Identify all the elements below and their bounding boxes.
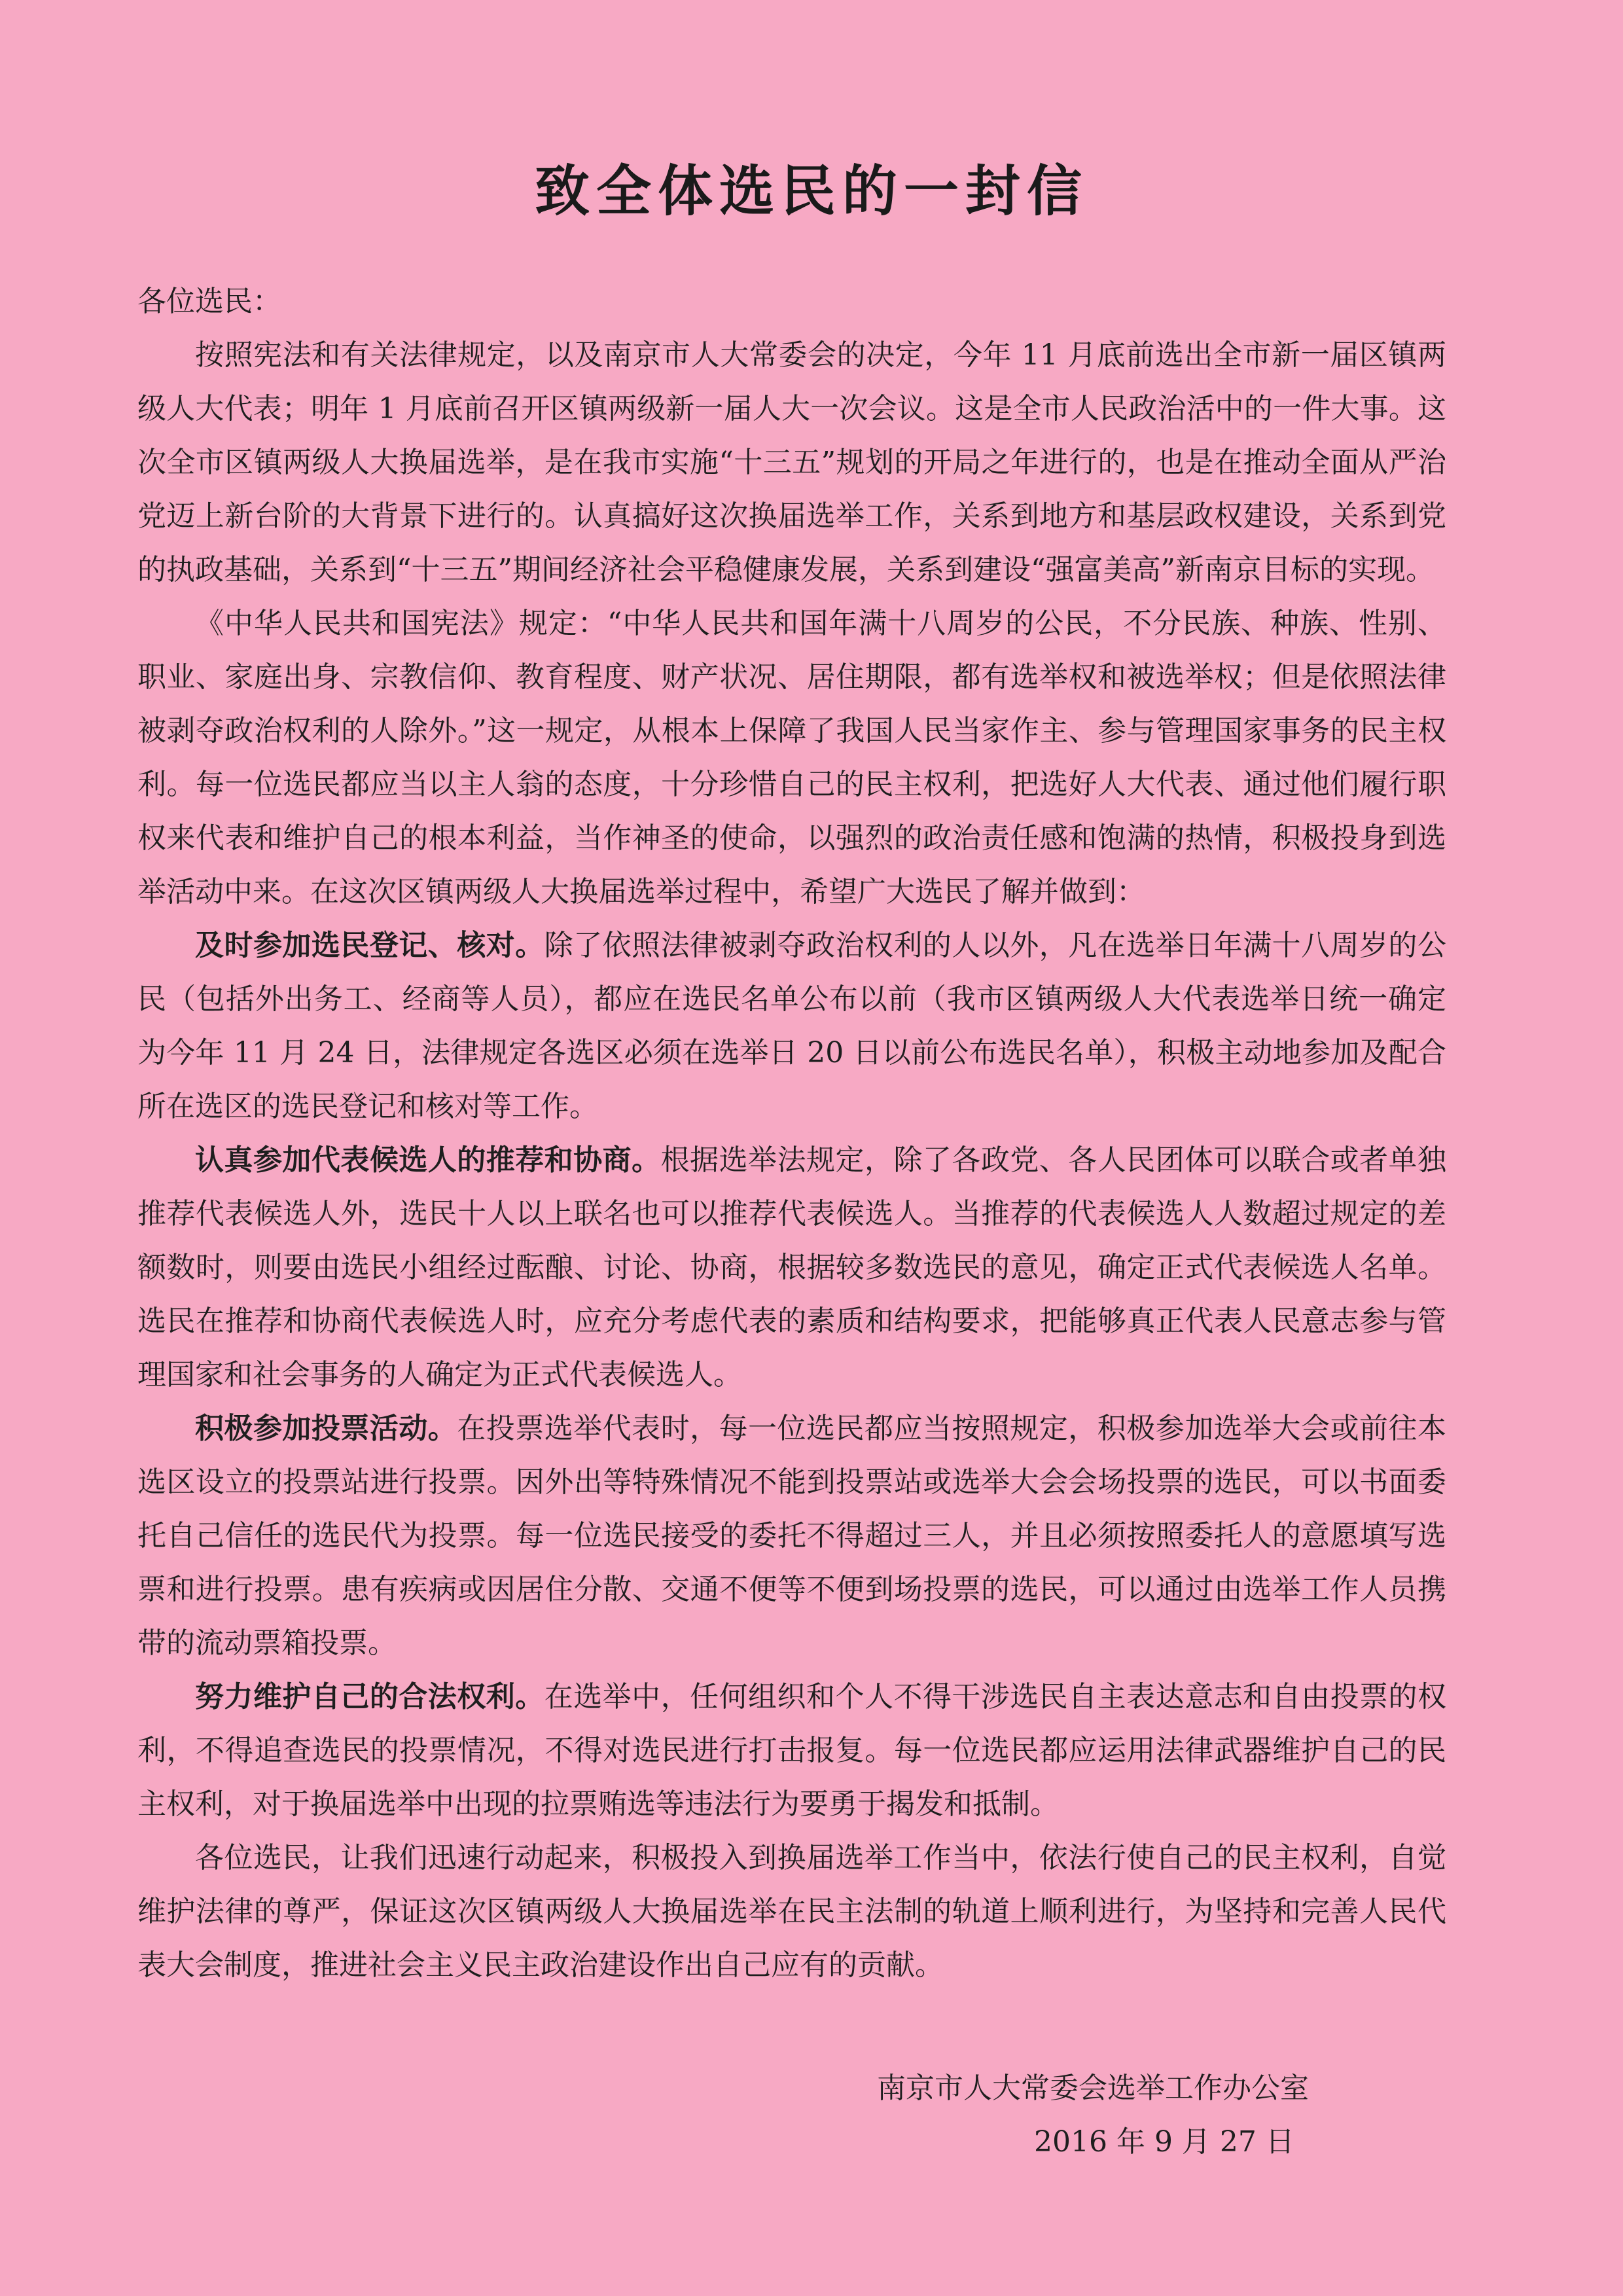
paragraph-text: 在投票选举代表时，每一位选民都应当按照规定，积极参加选举大会或前往本选区设立的投票站进行投票。因外出等特殊情况不能到投票站或选举大会会场投票的选民，可以书面委托自己信任的选民代为投票。每一位选民接受的委托不得超过三人，并且必须按照委托人的意愿填写选票和进行投票。患有疾病或因居住分散、交通不便等不便到场投票的选民，可以通过由选举工作人员携带的流动票箱投票。 bbox=[137, 1412, 1447, 1660]
paragraph-text: 在选举中，任何组织和个人不得干涉选民自主表达意志和自由投票的权利，不得追查选民的投票情况，不得对选民进行打击报复。每一位选民都应运用法律武器维护自己的民主权利，对于换届选举中出现的拉票贿选等违法行为要勇于揭发和抵制。 bbox=[137, 1680, 1447, 1821]
paragraph-text: 《中华人民共和国宪法》规定：“中华人民共和国年满十八周岁的公民，不分民族、种族、性别、职业、家庭出身、宗教信仰、教育程度、财产状况、居住期限，都有选举权和被选举权；但是依照法律被剥夺政治权利的人除外。”这一规定，从根本上保障了我国人民当家作主、参与管理国家事务的民主权利。每一位选民都应当以主人翁的态度，十分珍惜自己的民主权利，把选好人大代表、通过他们履行职权来代表和维护自己的根本利益，当作神圣的使命，以强烈的政治责任感和饱满的热情，积极投身到选举活动中来。在这次区镇两级人大换届选举过程中，希望广大选民了解并做到： bbox=[137, 607, 1446, 908]
paragraph-voting bbox=[137, 1402, 1446, 1670]
paragraph-intro bbox=[137, 329, 1446, 597]
paragraph-lead: 努力维护自己的合法权利。 bbox=[195, 1680, 544, 1713]
paragraph-voter-registration bbox=[137, 919, 1446, 1134]
paragraph-text: 各位选民，让我们迅速行动起来，积极投入到换届选举工作当中，依法行使自己的民主权利，自觉维护法律的尊严，保证这次区镇两级人大换届选举在民主法制的轨道上顺利进行，为坚持和完善人民代表大会制度，推进社会主义民主政治建设作出自己应有的贡献。 bbox=[137, 1841, 1446, 1982]
page-title: 致全体选民的一封信 bbox=[534, 158, 1088, 223]
paragraph-text: 除了依照法律被剥夺政治权利的人以外，凡在选举日年满十八周岁的公民（包括外出务工、经商等人员），都应在选民名单公布以前（我市区镇两级人大代表选举日统一确定为今年 11 月 24 日，法律规定各选区必须在选举日 20 日以前公布选民名单），积极主动地参加及配合所在选区的选民登记和核对等工作。 bbox=[137, 929, 1447, 1123]
signature-block bbox=[877, 2062, 1400, 2169]
paragraph-text: 根据选举法规定，除了各政党、各人民团体可以联合或者单独推荐代表候选人外，选民十人以上联名也可以推荐代表候选人。当推荐的代表候选人人数超过规定的差额数时，则要由选民小组经过酝酿、讨论、协商，根据较多数选民的意见，确定正式代表候选人名单。选民在推荐和协商代表候选人时，应充分考虑代表的素质和结构要求，把能够真正代表人民意志参与管理国家和社会事务的人确定为正式代表候选人。 bbox=[137, 1143, 1447, 1391]
letter-body bbox=[137, 275, 1446, 1992]
signature-organization: 南京市人大常委会选举工作办公室 bbox=[877, 2072, 1309, 2105]
paragraph-lead: 认真参加代表候选人的推荐和协商。 bbox=[195, 1143, 661, 1177]
paragraph-candidate-nomination bbox=[137, 1134, 1446, 1402]
paragraph-text: 按照宪法和有关法律规定，以及南京市人大常委会的决定，今年 11 月底前选出全市新一届区镇两级人大代表；明年 1 月底前召开区镇两级新一届人大一次会议。这是全市人民政治活中的一件大事。这次全市区镇两级人大换届选举，是在我市实施“十三五”规划的开局之年进行的，也是在推动全面从严治党迈上新台阶的大背景下进行的。认真搞好这次换届选举工作，关系到地方和基层政权建设，关系到党的执政基础，关系到“十三五”期间经济社会平稳健康发展，关系到建设“强富美高”新南京目标的实现。 bbox=[137, 338, 1446, 586]
paragraph-constitution bbox=[137, 597, 1446, 919]
salutation: 各位选民： bbox=[137, 285, 281, 318]
paragraph-lead: 及时参加选民登记、核对。 bbox=[195, 929, 544, 962]
paragraph-lead: 积极参加投票活动。 bbox=[195, 1412, 457, 1445]
paragraph-legal-rights bbox=[137, 1670, 1446, 1831]
paragraph-closing bbox=[137, 1831, 1446, 1992]
signature-date: 2016 年 9 月 27 日 bbox=[1034, 2125, 1294, 2159]
